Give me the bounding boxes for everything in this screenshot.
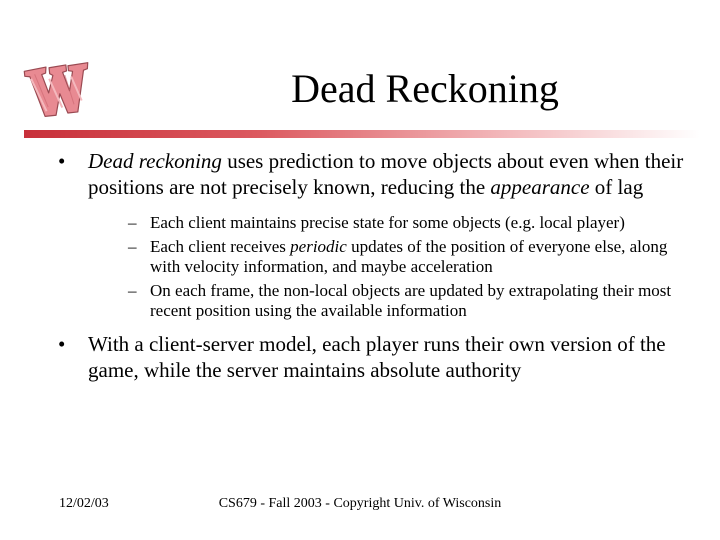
sub-bullet-symbol: – bbox=[128, 281, 137, 300]
sub-bullet-symbol: – bbox=[128, 237, 137, 256]
bullet-item bbox=[58, 148, 690, 321]
bullet-text bbox=[88, 331, 690, 383]
slide-content bbox=[58, 145, 690, 383]
sub-bullet-symbol: – bbox=[128, 213, 137, 232]
slide-title: Dead Reckoning bbox=[291, 66, 559, 111]
sub-bullet-item bbox=[88, 213, 690, 233]
term-dead-reckoning: Dead reckoning bbox=[88, 149, 222, 173]
title-underline bbox=[24, 130, 700, 138]
footer-credit: CS679 - Fall 2003 - Copyright Univ. of Wisconsin bbox=[218, 496, 502, 511]
text-run: Each client receives bbox=[150, 237, 291, 256]
bullet-symbol: • bbox=[58, 149, 66, 173]
term-periodic: periodic bbox=[290, 237, 347, 256]
text-run: On each frame, the non-local objects are updated by extrapolating their most recent position using the available information bbox=[150, 281, 672, 320]
footer-date: 12/02/03 bbox=[59, 496, 109, 511]
text-run: of lag bbox=[589, 175, 644, 199]
sub-bullet-list bbox=[88, 213, 690, 321]
text-run: With a client-server model, each player runs their own version of the game, while the server maintains absolute authority bbox=[88, 332, 666, 382]
text-run: uses prediction to move objects about even when their positions are not precisely known, reducing the bbox=[88, 149, 684, 199]
uw-motion-w-icon bbox=[20, 48, 94, 124]
bullet-item bbox=[58, 331, 690, 383]
bullet-text bbox=[88, 148, 690, 200]
term-appearance: appearance bbox=[490, 175, 590, 199]
text-run: updates of the position of everyone else, along with velocity information, and maybe acceleration bbox=[150, 237, 668, 276]
bullet-symbol: • bbox=[58, 332, 66, 356]
sub-bullet-item bbox=[88, 237, 690, 277]
sub-bullet-item bbox=[88, 281, 690, 321]
text-run: Each client maintains precise state for some objects (e.g. local player) bbox=[150, 213, 625, 232]
